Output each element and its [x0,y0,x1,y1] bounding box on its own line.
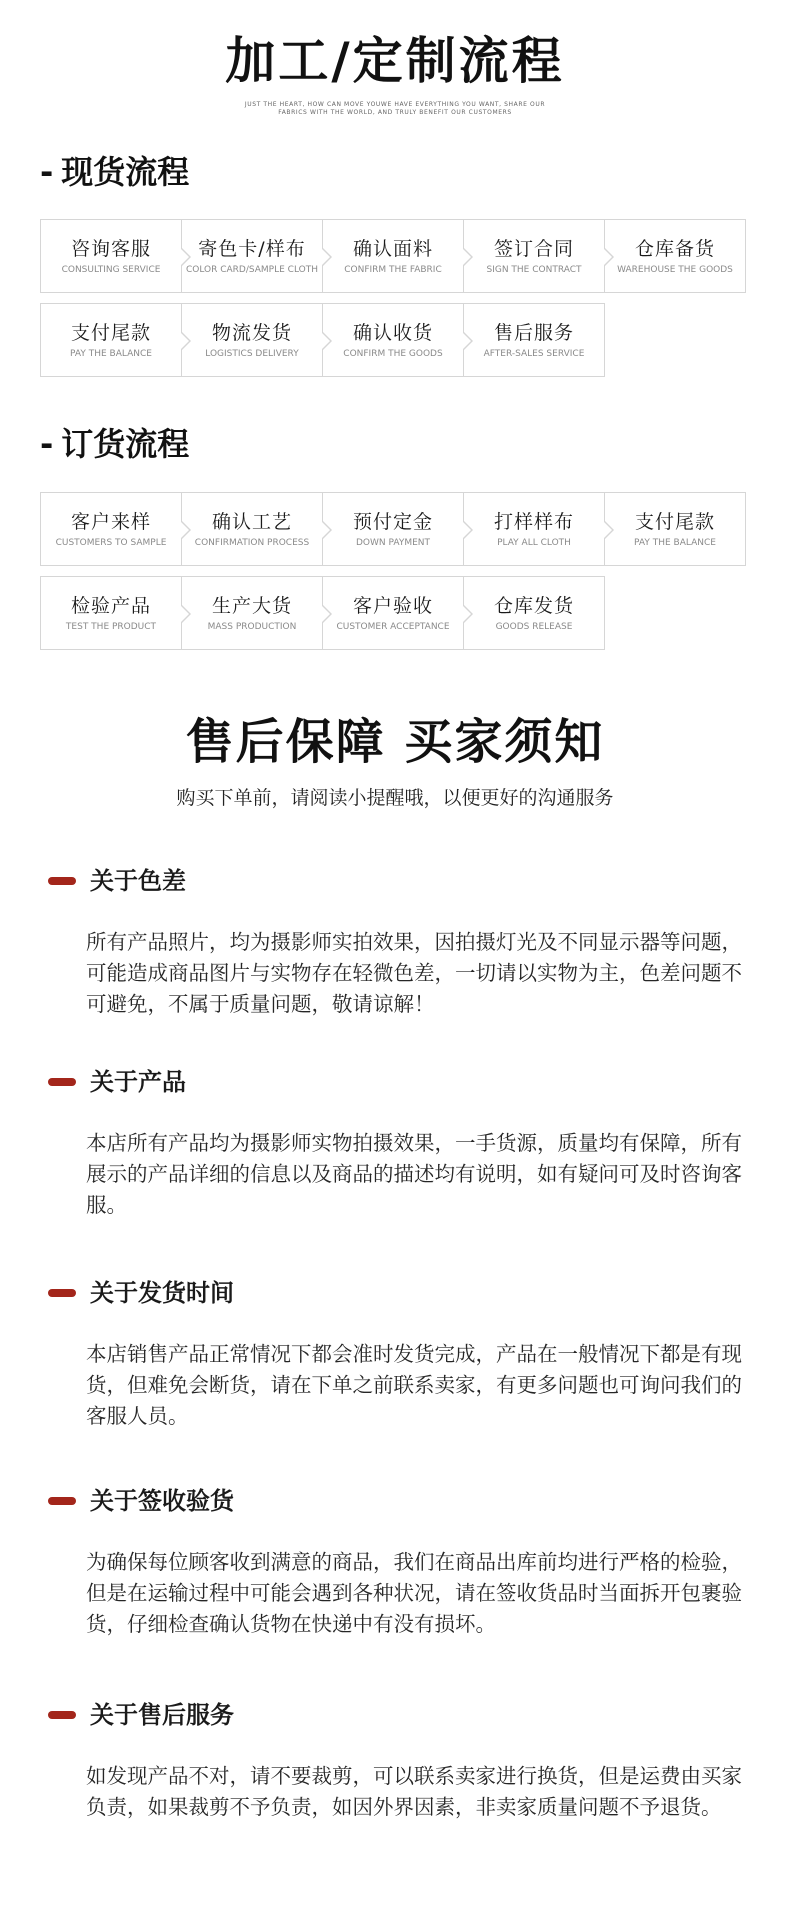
step-en-label: DOWN PAYMENT [356,537,430,548]
spot-process-grid [40,219,750,387]
step-en-label: CONFIRMATION PROCESS [194,537,310,548]
step-arrow-icon [181,604,191,624]
spot-process-row-1 [40,219,750,293]
spot-step [181,219,323,293]
title-dash: - [40,425,54,463]
step-cn-label: 确认收货 [352,321,433,344]
step-arrow-icon [322,247,332,267]
spot-step [604,219,746,293]
notice-color-difference [48,865,748,1020]
step-en-label: MASS PRODUCTION [207,621,297,632]
order-step [322,492,464,566]
step-cn-label: 客户来样 [70,510,151,533]
step-en-label: CONFIRM THE FABRIC [344,264,442,275]
step-cn-label: 生产大货 [211,594,292,617]
step-cn-label: 支付尾款 [634,510,715,533]
step-en-label: SIGN THE CONTRACT [486,264,582,275]
notice-title: 关于产品 [90,1068,186,1096]
page-title: 加工/定制流程 [225,32,565,90]
page-subtitle-line-2: FABRICS WITH THE WORLD, AND TRULY BENEFIT OUR CUSTOMERS [278,109,512,116]
step-cn-label: 仓库发货 [493,594,574,617]
step-cn-label: 打样样布 [493,510,574,533]
order-step [40,576,182,650]
step-arrow-icon [181,247,191,267]
step-arrow-icon [322,604,332,624]
accent-bar-icon [48,1711,76,1719]
order-step [322,576,464,650]
step-arrow-icon [463,247,473,267]
step-en-label: CUSTOMER ACCEPTANCE [336,621,450,632]
spot-step [322,219,464,293]
spot-step [40,303,182,377]
notice-body: 所有产品照片，均为摄影师实拍效果，因拍摄灯光及不同显示器等问题，可能造成商品图片与实物存在轻微色差，一切请以实物为主，色差问题不可避免，不属于质量问题，敬请谅解！ [86,930,742,1016]
step-cn-label: 确认面料 [352,237,433,260]
spot-process-title [40,152,189,192]
accent-bar-icon [48,1078,76,1086]
accent-bar-icon [48,1497,76,1505]
step-arrow-icon [322,331,332,351]
title-dash: - [40,153,54,191]
order-step [463,492,605,566]
notice-body: 本店所有产品均为摄影师实物拍摄效果，一手货源，质量均有保障，所有展示的产品详细的信息以及商品的描述均有说明，如有疑问可及时咨询客服。 [86,1131,742,1217]
notice-after-sales-service [48,1699,748,1823]
step-en-label: AFTER-SALES SERVICE [483,348,585,359]
step-en-label: TEST THE PRODUCT [65,621,157,632]
spot-step [463,303,605,377]
step-arrow-icon [463,520,473,540]
step-cn-label: 咨询客服 [70,237,151,260]
step-cn-label: 物流发货 [211,321,292,344]
notice-body: 如发现产品不对，请不要裁剪，可以联系卖家进行换货，但是运费由买家负责，如果裁剪不予负责，如因外界因素，非卖家质量问题不予退货。 [86,1764,742,1819]
notice-title: 关于色差 [90,867,186,895]
notice-title: 关于发货时间 [90,1279,234,1307]
step-cn-label: 支付尾款 [70,321,151,344]
step-en-label: PLAY ALL CLOTH [497,537,571,548]
step-cn-label: 售后服务 [493,321,574,344]
step-arrow-icon [181,331,191,351]
step-arrow-icon [604,520,614,540]
step-arrow-icon [181,520,191,540]
spot-process-row-2 [40,303,750,377]
step-cn-label: 预付定金 [352,510,433,533]
notice-body: 本店销售产品正常情况下都会准时发货完成，产品在一般情况下都是有现货，但难免会断货，请在下单之前联系卖家，有更多问题也可询问我们的客服人员。 [86,1342,742,1428]
order-step [604,492,746,566]
spot-step [181,303,323,377]
after-sales-title: 售后保障 买家须知 [185,714,605,770]
order-process-row-2 [40,576,750,650]
step-cn-label: 签订合同 [493,237,574,260]
step-en-label: PAY THE BALANCE [70,348,152,359]
step-arrow-icon [463,604,473,624]
step-cn-label: 确认工艺 [211,510,292,533]
step-en-label: CUSTOMERS TO SAMPLE [55,537,167,548]
step-cn-label: 仓库备货 [634,237,715,260]
order-step [40,492,182,566]
notice-inspection [48,1485,748,1640]
step-cn-label: 客户验收 [352,594,433,617]
step-arrow-icon [463,331,473,351]
order-step [181,492,323,566]
step-en-label: LOGISTICS DELIVERY [205,348,299,359]
spot-process-title-text: 现货流程 [61,153,190,191]
step-arrow-icon [604,247,614,267]
page-subtitle-line-1: JUST THE HEART, HOW CAN MOVE YOUWE HAVE EVERYTHING YOU WANT, SHARE OUR [244,101,546,108]
order-process-title [40,424,189,464]
step-cn-label: 寄色卡/样布 [198,237,306,260]
step-en-label: CONSULTING SERVICE [61,264,161,275]
notice-title: 关于签收验货 [90,1487,234,1515]
order-process-grid [40,492,750,660]
notice-shipping-time [48,1277,748,1432]
spot-step [40,219,182,293]
order-step [463,576,605,650]
order-step [181,576,323,650]
notice-product [48,1066,748,1221]
step-en-label: WAREHOUSE THE GOODS [617,264,733,275]
step-en-label: CONFIRM THE GOODS [343,348,443,359]
after-sales-subtitle: 购买下单前，请阅读小提醒哦，以便更好的沟通服务 [176,787,614,809]
order-process-title-text: 订货流程 [61,425,190,463]
step-en-label: COLOR CARD/SAMPLE CLOTH [185,264,319,275]
step-cn-label: 检验产品 [70,594,151,617]
accent-bar-icon [48,877,76,885]
spot-step [463,219,605,293]
accent-bar-icon [48,1289,76,1297]
page-subtitle [0,101,790,117]
step-en-label: PAY THE BALANCE [634,537,716,548]
notice-title: 关于售后服务 [90,1701,234,1729]
spot-step [322,303,464,377]
notice-body: 为确保每位顾客收到满意的商品，我们在商品出库前均进行严格的检验，但是在运输过程中可能会遇到各种状况，请在签收货品时当面拆开包裹验货，仔细检查确认货物在快递中有没有损坏。 [86,1550,742,1636]
order-process-row-1 [40,492,750,566]
step-en-label: GOODS RELEASE [495,621,573,632]
step-arrow-icon [322,520,332,540]
